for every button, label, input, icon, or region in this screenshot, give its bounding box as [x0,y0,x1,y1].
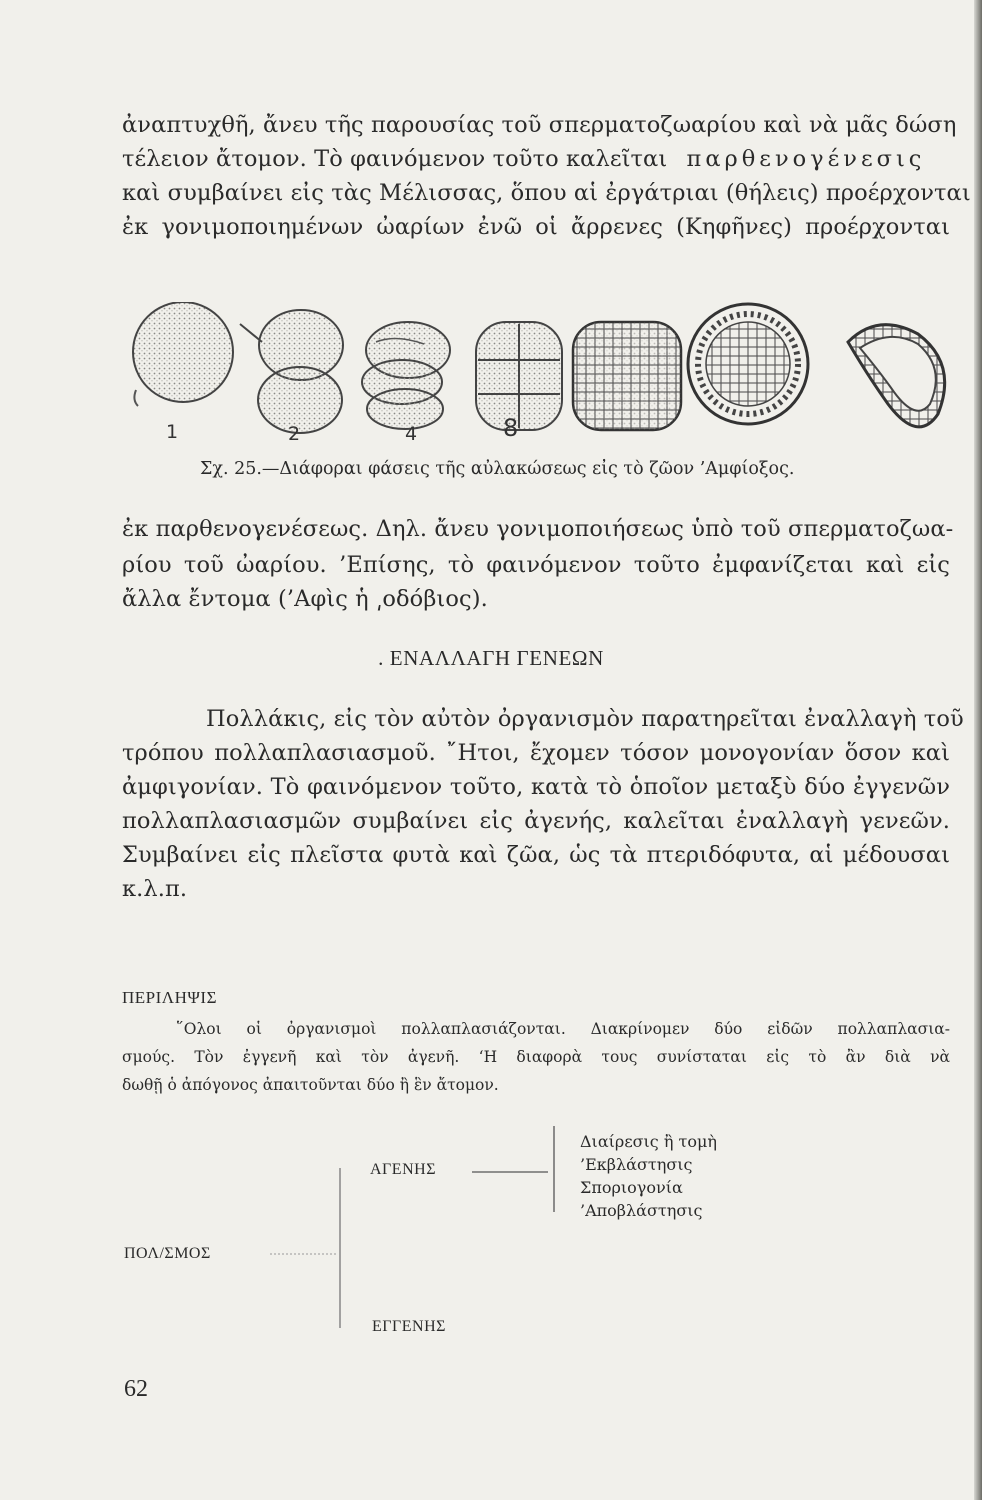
stage-labels [166,414,518,445]
text-line: ρίου τοῦ ὠαρίου. ’Επίσης, τὸ φαινόμενον τοῦτο ἐμφανίζεται καὶ εἰς [122,552,950,578]
stage-label-2: 2 [288,423,301,445]
tree-asexual-type: ’Εκβλάστησις [580,1155,693,1174]
stage-gastrula [848,325,945,427]
summary-line: ῞Ολοι οἱ ὀργανισμοὶ πολλαπλασιάζονται. Διακρίνομεν δύο εἰδῶν πολλαπλασια- [176,1020,950,1038]
page-number: 62 [124,1376,148,1402]
text-line [122,144,950,175]
summary-title: ΠΕΡΙΛΗΨΙΣ [122,988,217,1007]
text-line: κ.λ.π. [122,876,188,902]
text-line: Συμβαίνει εἰς πλεῖστα φυτὰ καὶ ζῶα, ὡς τὰ πτεριδόφυτα, αἱ μέδουσαι [122,842,950,868]
text-fragment: τέλειον ἄτομον. Τὸ φαινόμενον τοῦτο καλεῖται [122,146,668,172]
summary-line: δωθῇ ὁ ἀπόγονος ἀπαιτοῦνται δύο ἢ ἓν ἄτομον. [122,1076,499,1094]
text-line: ἀναπτυχθῆ, ἄνευ τῆς παρουσίας τοῦ σπερματοζωαρίου καὶ νὰ μᾶς δώση [122,112,957,138]
text-line: Πολλάκις, εἰς τὸν αὐτὸν ὀργανισμὸν παρατηρεῖται ἐναλλαγὴ τοῦ [206,706,964,732]
cleavage-stages-drawing [118,302,958,452]
stage-4-cells [362,322,450,429]
section-heading: . ΕΝΑΛΛΑΓΗ ΓΕΝΕΩΝ [378,646,604,670]
tree-asexual-type: Διαίρεσις ἢ τομὴ [580,1132,717,1151]
text-line: ἀμφιγονίαν. Τὸ φαινόμενον τοῦτο, κατὰ τὸ ὁποῖον μεταξὺ δύο ἐγγενῶν [122,774,950,800]
stage-8-cells [476,322,562,430]
stage-label-8: 8 [503,414,519,442]
text-line: ἄλλα ἔντομα (’Αφὶς ἡ ͵οδόβιος). [122,586,488,612]
summary-line: σμούς. Τὸν ἐγγενῆ καὶ τὸν ἀγενῆ. ‘Η διαφορὰ τους συνίσταται εἰς τὸ ἂν διὰ νὰ [122,1048,950,1066]
stage-label-4: 4 [405,423,418,445]
cleavage-figure [118,302,958,452]
text-line: τρόπου πολλαπλασιασμοῦ. ῎Ητοι, ἔχομεν τόσον μονογονίαν ὅσον καὶ [122,740,950,766]
text-line: ἐκ γονιμοποιημένων ὠαρίων ἐνῶ οἱ ἄρρενες (Κηφῆνες) προέρχονται [122,214,950,240]
stage-2-cells [240,310,343,433]
figure-caption: Σχ. 25.—Διάφοραι φάσεις τῆς αὐλακώσεως εἰς τὸ ζῶον ’Αμφίοξος. [200,459,795,479]
stage-blastula [688,304,808,424]
emphasized-term: παρθενογένεσις [686,146,926,172]
stage-1-egg [133,302,233,406]
tree-asexual-type: ’Αποβλάστησις [580,1201,703,1220]
stage-label-1: 1 [166,421,179,443]
stage-morula [573,322,681,430]
tree-asexual-type: Σποριογονία [580,1178,683,1197]
tree-asexual-label: ΑΓΕΝΗΣ [370,1161,436,1178]
text-line: καὶ συμβαίνει εἰς τὰς Μέλισσας, ὅπου αἱ ἐργάτριαι (θήλεις) προέρχονται [122,180,971,206]
tree-sexual-label: ΕΓΓΕΝΗΣ [372,1318,446,1335]
tree-root-label: ΠΟΛ/ΣΜΟΣ [124,1245,211,1262]
classification-tree-lines [0,1120,982,1350]
text-line: πολλαπλασιασμῶν συμβαίνει εἰς ἀγενής, καλεῖται ἐναλλαγὴ γενεῶν. [122,808,950,834]
text-line: ἐκ παρθενογενέσεως. Δηλ. ἄνευ γονιμοποιήσεως ὑπὸ τοῦ σπερματοζωα- [122,516,954,542]
